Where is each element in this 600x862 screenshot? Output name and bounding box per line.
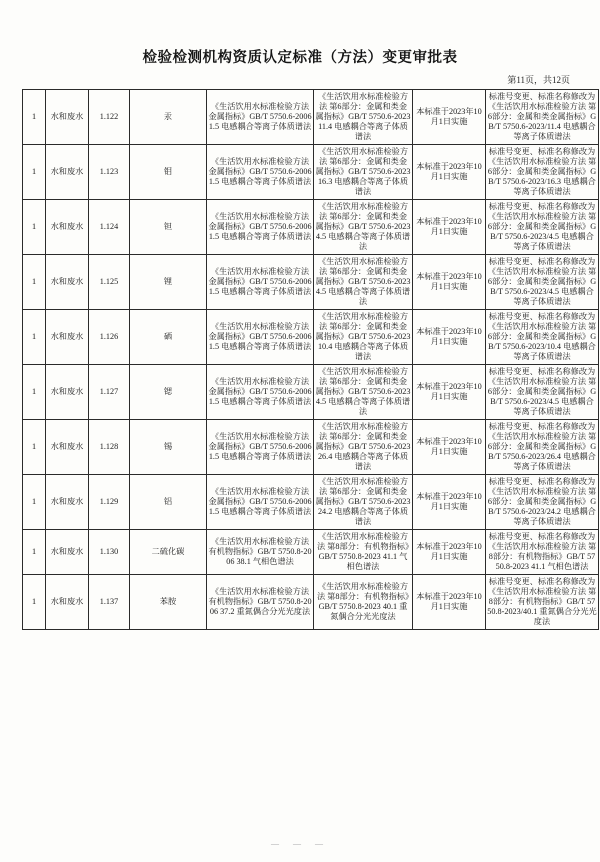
cell-remark: 标准号变更、标准名称修改为《生活饮用水标准检验方法 第6部分：金属和类金属指标》GB/T 5750.6-2023/26.4 电感耦合等离子体质谱法 xyxy=(486,420,599,475)
cell-item: 苯胺 xyxy=(130,575,207,630)
cell-item: 钽 xyxy=(130,200,207,255)
cell-effective-date: 本标准于2023年10月1日实施 xyxy=(413,475,486,530)
cell-old-standard: 《生活饮用水标准检验方法 金属指标》GB/T 5750.6-2006 1.5 电感耦合等离子体质谱法 xyxy=(207,90,314,145)
cell-category: 水和废水 xyxy=(46,145,89,200)
cell-number: 1.122 xyxy=(89,90,130,145)
cell-category: 水和废水 xyxy=(46,475,89,530)
standards-change-table xyxy=(22,89,599,630)
cell-effective-date: 本标准于2023年10月1日实施 xyxy=(413,420,486,475)
cell-item: 硒 xyxy=(130,310,207,365)
cell-number: 1.137 xyxy=(89,575,130,630)
cell-category: 水和废水 xyxy=(46,200,89,255)
cell-item: 汞 xyxy=(130,90,207,145)
cell-old-standard: 《生活饮用水标准检验方法 金属指标》GB/T 5750.6-2006 1.5 电感耦合等离子体质谱法 xyxy=(207,255,314,310)
cell-item: 铝 xyxy=(130,475,207,530)
cell-new-standard: 《生活饮用水标准检验方法 第6部分：金属和类金属指标》GB/T 5750.6-2023 4.5 电感耦合等离子体质谱法 xyxy=(314,200,413,255)
cell-remark: 标准号变更、标准名称修改为《生活饮用水标准检验方法 第6部分：金属和类金属指标》GB/T 5750.6-2023/16.3 电感耦合等离子体质谱法 xyxy=(486,145,599,200)
cell-effective-date: 本标准于2023年10月1日实施 xyxy=(413,255,486,310)
cell-index: 1 xyxy=(23,145,46,200)
cell-effective-date: 本标准于2023年10月1日实施 xyxy=(413,530,486,575)
cell-index: 1 xyxy=(23,475,46,530)
cell-index: 1 xyxy=(23,200,46,255)
cell-effective-date: 本标准于2023年10月1日实施 xyxy=(413,310,486,365)
table-body xyxy=(23,90,599,630)
cell-old-standard: 《生活饮用水标准检验方法 有机物指标》GB/T 5750.8-2006 37.2 重氮偶合分光光度法 xyxy=(207,575,314,630)
cell-new-standard: 《生活饮用水标准检验方法 第6部分：金属和类金属指标》GB/T 5750.6-2023 24.2 电感耦合等离子体质谱法 xyxy=(314,475,413,530)
cell-old-standard: 《生活饮用水标准检验方法 金属指标》GB/T 5750.6-2006 1.5 电感耦合等离子体质谱法 xyxy=(207,310,314,365)
cell-old-standard: 《生活饮用水标准检验方法 金属指标》GB/T 5750.6-2006 1.5 电感耦合等离子体质谱法 xyxy=(207,365,314,420)
cell-number: 1.127 xyxy=(89,365,130,420)
cell-remark: 标准号变更、标准名称修改为《生活饮用水标准检验方法 第8部分：有机物指标》GB/T 5750.8-2023 41.1 气相色谱法 xyxy=(486,530,599,575)
cell-index: 1 xyxy=(23,420,46,475)
cell-old-standard: 《生活饮用水标准检验方法 金属指标》GB/T 5750.6-2006 1.5 电感耦合等离子体质谱法 xyxy=(207,200,314,255)
cell-remark: 标准号变更、标准名称修改为《生活饮用水标准检验方法 第6部分：金属和类金属指标》GB/T 5750.6-2023/10.4 电感耦合等离子体质谱法 xyxy=(486,310,599,365)
cell-old-standard: 《生活饮用水标准检验方法 金属指标》GB/T 5750.6-2006 1.5 电感耦合等离子体质谱法 xyxy=(207,475,314,530)
cell-item: 锡 xyxy=(130,420,207,475)
cell-item: 钼 xyxy=(130,145,207,200)
page-title: 检验检测机构资质认定标准（方法）变更审批表 xyxy=(142,50,458,66)
table-row xyxy=(23,200,599,255)
cell-effective-date: 本标准于2023年10月1日实施 xyxy=(413,365,486,420)
cell-old-standard: 《生活饮用水标准检验方法 金属指标》GB/T 5750.6-2006 1.5 电感耦合等离子体质谱法 xyxy=(207,420,314,475)
cell-category: 水和废水 xyxy=(46,420,89,475)
cell-remark: 标准号变更、标准名称修改为《生活饮用水标准检验方法 第8部分：有机物指标》GB/T 5750.8-2023/40.1 重氮偶合分光光度法 xyxy=(486,575,599,630)
table-row xyxy=(23,255,599,310)
cell-old-standard: 《生活饮用水标准检验方法 有机物指标》GB/T 5750.8-2006 38.1 气相色谱法 xyxy=(207,530,314,575)
table-row xyxy=(23,365,599,420)
cell-category: 水和废水 xyxy=(46,365,89,420)
cell-number: 1.129 xyxy=(89,475,130,530)
cell-effective-date: 本标准于2023年10月1日实施 xyxy=(413,90,486,145)
table-row xyxy=(23,575,599,630)
cell-number: 1.124 xyxy=(89,200,130,255)
cell-category: 水和废水 xyxy=(46,310,89,365)
cell-number: 1.123 xyxy=(89,145,130,200)
cell-effective-date: 本标准于2023年10月1日实施 xyxy=(413,575,486,630)
page-number: 第11页，共12页 xyxy=(507,75,570,85)
cell-remark: 标准号变更、标准名称修改为《生活饮用水标准检验方法 第6部分：金属和类金属指标》GB/T 5750.6-2023/24.2 电感耦合等离子体质谱法 xyxy=(486,475,599,530)
cell-item: 二硫化碳 xyxy=(130,530,207,575)
cell-new-standard: 《生活饮用水标准检验方法 第6部分：金属和类金属指标》GB/T 5750.6-2023 4.5 电感耦合等离子体质谱法 xyxy=(314,255,413,310)
cell-category: 水和废水 xyxy=(46,530,89,575)
cell-category: 水和废水 xyxy=(46,255,89,310)
cell-remark: 标准号变更、标准名称修改为《生活饮用水标准检验方法 第6部分：金属和类金属指标》GB/T 5750.6-2023/4.5 电感耦合等离子体质谱法 xyxy=(486,200,599,255)
table-row xyxy=(23,475,599,530)
cell-new-standard: 《生活饮用水标准检验方法 第6部分：金属和类金属指标》GB/T 5750.6-2023 16.3 电感耦合等离子体质谱法 xyxy=(314,145,413,200)
cell-index: 1 xyxy=(23,575,46,630)
cell-number: 1.125 xyxy=(89,255,130,310)
cell-new-standard: 《生活饮用水标准检验方法 第6部分：金属和类金属指标》GB/T 5750.6-2023 11.4 电感耦合等离子体质谱法 xyxy=(314,90,413,145)
table-row xyxy=(23,530,599,575)
table-row xyxy=(23,90,599,145)
cell-number: 1.130 xyxy=(89,530,130,575)
cell-effective-date: 本标准于2023年10月1日实施 xyxy=(413,145,486,200)
table-row xyxy=(23,420,599,475)
footer-mark: — — — xyxy=(271,839,329,848)
cell-number: 1.128 xyxy=(89,420,130,475)
cell-number: 1.126 xyxy=(89,310,130,365)
cell-effective-date: 本标准于2023年10月1日实施 xyxy=(413,200,486,255)
cell-new-standard: 《生活饮用水标准检验方法 第6部分：金属和类金属指标》GB/T 5750.6-2023 4.5 电感耦合等离子体质谱法 xyxy=(314,365,413,420)
table-row xyxy=(23,145,599,200)
cell-index: 1 xyxy=(23,310,46,365)
cell-old-standard: 《生活饮用水标准检验方法 金属指标》GB/T 5750.6-2006 1.5 电感耦合等离子体质谱法 xyxy=(207,145,314,200)
cell-index: 1 xyxy=(23,365,46,420)
cell-index: 1 xyxy=(23,90,46,145)
cell-remark: 标准号变更、标准名称修改为《生活饮用水标准检验方法 第6部分：金属和类金属指标》GB/T 5750.6-2023/4.5 电感耦合等离子体质谱法 xyxy=(486,255,599,310)
cell-index: 1 xyxy=(23,255,46,310)
cell-category: 水和废水 xyxy=(46,90,89,145)
table-row xyxy=(23,310,599,365)
cell-new-standard: 《生活饮用水标准检验方法 第8部分：有机物指标》GB/T 5750.8-2023 41.1 气相色谱法 xyxy=(314,530,413,575)
cell-item: 锂 xyxy=(130,255,207,310)
cell-item: 锶 xyxy=(130,365,207,420)
cell-new-standard: 《生活饮用水标准检验方法 第6部分：金属和类金属指标》GB/T 5750.6-2023 10.4 电感耦合等离子体质谱法 xyxy=(314,310,413,365)
cell-new-standard: 《生活饮用水标准检验方法 第8部分：有机物指标》GB/T 5750.8-2023 40.1 重氮偶合分光光度法 xyxy=(314,575,413,630)
cell-remark: 标准号变更、标准名称修改为《生活饮用水标准检验方法 第6部分：金属和类金属指标》GB/T 5750.6-2023/11.4 电感耦合等离子体质谱法 xyxy=(486,90,599,145)
cell-category: 水和废水 xyxy=(46,575,89,630)
cell-new-standard: 《生活饮用水标准检验方法 第6部分：金属和类金属指标》GB/T 5750.6-2023 26.4 电感耦合等离子体质谱法 xyxy=(314,420,413,475)
cell-index: 1 xyxy=(23,530,46,575)
cell-remark: 标准号变更、标准名称修改为《生活饮用水标准检验方法 第6部分：金属和类金属指标》GB/T 5750.6-2023/4.5 电感耦合等离子体质谱法 xyxy=(486,365,599,420)
